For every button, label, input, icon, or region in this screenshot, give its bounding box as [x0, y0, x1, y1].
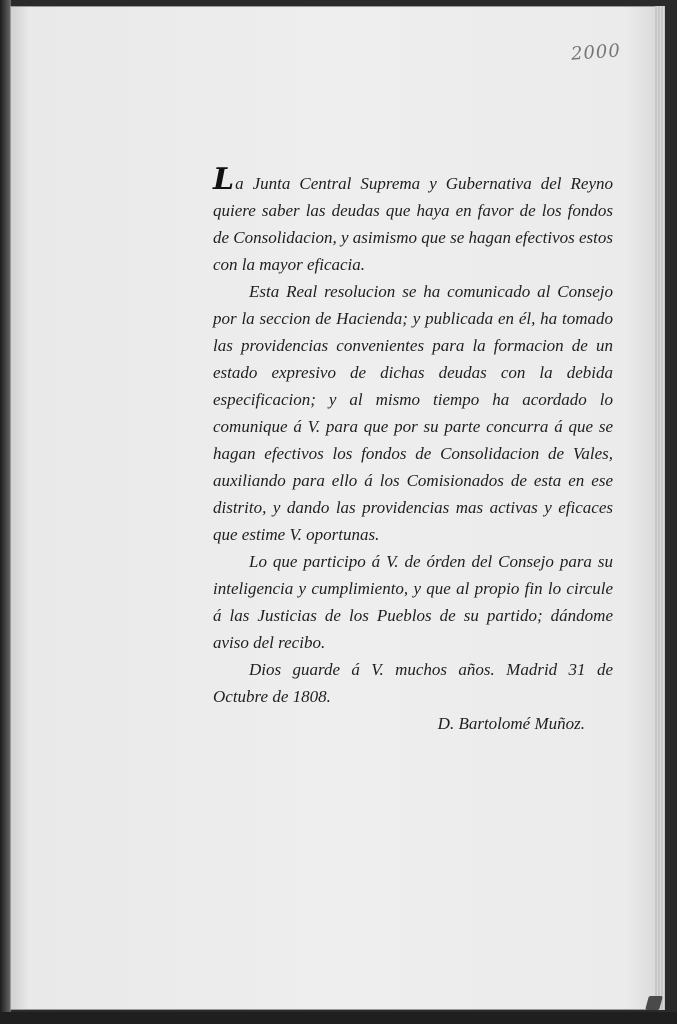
paragraph-4: Dios guarde á V. muchos años. Madrid 31 de Octubre de 1808.	[213, 660, 613, 706]
paragraph-1	[213, 162, 613, 278]
letter-body	[213, 162, 613, 737]
paragraph-2: Esta Real resolucion se ha comunicado al Consejo por la seccion de Hacienda; y publicada en él, ha tomado las providencias convenientes para la formacion de un estado expresivo de dichas deudas con la debida especificacion; y al mismo tiempo ha acordado lo comunique á V. para que por su parte concurra á que se hagan efectivos los fondos de Consolidacion de Vales, auxiliando para ello á los Comisionados de esta en ese distrito, y dando las providencias mas activas y eficaces que estime V. oportunas.	[213, 282, 613, 544]
paragraph-3: Lo que participo á V. de órden del Consejo para su inteligencia y cumplimiento, y que al propio fin lo circule á las Justicias de los Pueblos de su partido; dándome aviso del recibo.	[213, 552, 613, 652]
paragraph-1-text: a Junta Central Suprema y Gubernativa del Reyno quiere saber las deudas que haya en favor de los fondos de Consolidacion, y asimismo que se hagan efectivos estos con la mayor eficacia.	[213, 174, 613, 274]
page-fore-edge	[655, 6, 665, 1010]
folio-number: 2000	[570, 40, 622, 65]
decorative-initial: L	[213, 162, 235, 197]
scan-bottom-edge	[0, 1012, 677, 1024]
signature: D. Bartolomé Muñoz.	[437, 714, 585, 733]
